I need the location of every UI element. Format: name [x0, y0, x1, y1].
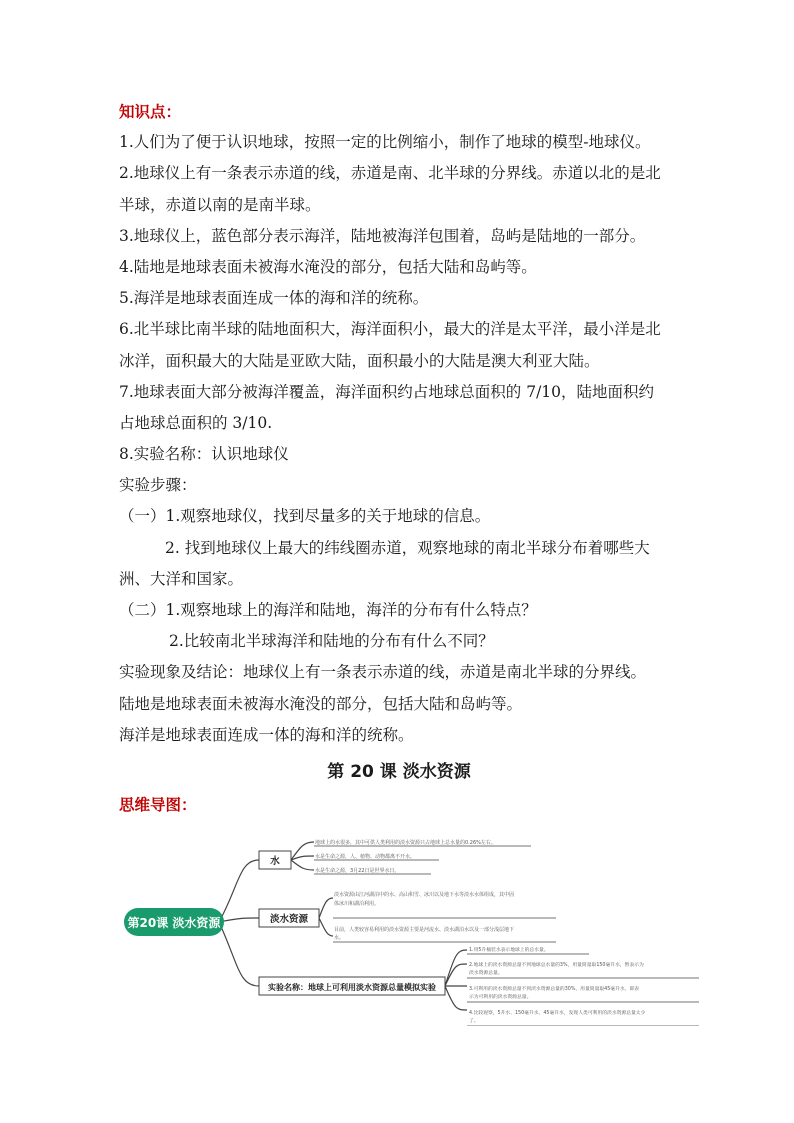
mindmap-leaf: 了。: [469, 1019, 479, 1024]
mindmap-branch-label: 水: [270, 856, 280, 867]
experiment-step: 洲、大洋和国家。: [119, 569, 244, 588]
mindmap-leaf: 水。: [334, 935, 345, 941]
knowledge-line: 冰洋，面积最大的大陆是亚欧大陆，面积最小的大陆是澳大利亚大陆。: [119, 351, 600, 370]
knowledge-heading: 知识点：: [119, 102, 182, 121]
experiment-conclusion: 陆地是地球表面未被海水淹没的部分，包括大陆和岛屿等。: [119, 694, 523, 713]
knowledge-line: 5.海洋是地球表面连成一体的海和洋的统称。: [119, 289, 429, 308]
knowledge-line: 7.地球表面大部分被海洋覆盖，海洋面积约占地球总面积的 7/10，陆地面积约: [119, 382, 655, 401]
mindmap: [119, 826, 699, 1026]
mindmap-leaf: 目前，人类较容易利用的淡水资源主要是河流水、淡水湖泊水以及一部分浅层地下: [334, 927, 515, 933]
mindmap-leaf: 地球上的水很多，其中可供人类利用的淡水资源只占地球上总水量的0.26%左右。: [315, 840, 496, 846]
knowledge-line: 占地球总面积的 3/10.: [119, 413, 273, 432]
knowledge-line: 1.人们为了便于认识地球，按照一定的比例缩小，制作了地球的模型-地球仪。: [119, 133, 651, 152]
mindmap-heading: 思维导图：: [119, 794, 197, 814]
knowledge-line: 6.北半球比南半球的陆地面积大，海洋面积小，最大的洋是太平洋，最小洋是北: [119, 320, 661, 339]
knowledge-line: 8.实验名称：认识地球仪: [119, 445, 289, 464]
mindmap-leaves-freshwater: [334, 891, 514, 941]
mindmap-leaf: 水是生命之源，人、植物、动物都离不开水。: [315, 854, 416, 860]
experiment-conclusion: 海洋是地球表面连成一体的海和洋的统称。: [119, 725, 414, 744]
experiment-step: （一）1.观察地球仪，找到尽量多的关于地球的信息。: [119, 507, 491, 526]
mindmap-leaf: 3.可利用的淡水资源总量不到淡水资源总量的30%，用量筒量取45毫升水，即表: [469, 987, 640, 992]
experiment-step: 2.比较南北半球海洋和陆地的分布有什么不同？: [169, 632, 494, 651]
mindmap-leaves-experiment: [469, 946, 646, 1024]
lesson-title: 第 20 课 淡水资源: [327, 761, 471, 782]
knowledge-line: 4.陆地是地球表面未被海水淹没的部分，包括大陆和岛屿等。: [119, 257, 537, 276]
mindmap-branch-freshwater: [259, 909, 319, 927]
mindmap-branch-water: [259, 851, 291, 869]
mindmap-leaf: 水是生命之源，3月22日是世界水日。: [315, 868, 400, 874]
mindmap-root-label: 第20课 淡水资源: [127, 916, 221, 930]
knowledge-line: 半球，赤道以南的是南半球。: [119, 195, 321, 214]
mindmap-leaf: 1.用5升桶装水表示地球上的总水量。: [469, 948, 549, 953]
experiment-step: （二）1.观察地球上的海洋和陆地，海洋的分布有什么特点？: [119, 601, 537, 619]
mindmap-leaf: 4.比较观察，5升水、150毫升水、45毫升水，发现人类可利用的淡水资源总量太少: [469, 1011, 646, 1016]
mindmap-branch-experiment: [259, 977, 445, 995]
mindmap-leaf: 2.地球上的淡水资源总量不到地球总水量的3%，用量筒量取150毫升水，暂表示为: [469, 963, 644, 968]
experiment-step: 2. 找到地球仪上最大的纬线圈赤道，观察地球的南北半球分布着哪些大: [165, 538, 650, 557]
mindmap-leaf: 体冰川和湖泊利用。: [334, 901, 380, 907]
mindmap-leaves-water: [315, 839, 496, 874]
mindmap-branch-label: 实验名称：地球上可利用淡水资源总量模拟实验: [268, 983, 436, 992]
mindmap-leaf: 淡水资源总量。: [469, 971, 503, 976]
experiment-conclusion: 实验现象及结论：地球仪上有一条表示赤道的线，赤道是南北半球的分界线。: [119, 663, 647, 682]
mindmap-root: [124, 908, 224, 936]
knowledge-line: 2.地球仪上有一条表示赤道的线，赤道是南、北半球的分界线。赤道以北的是北: [119, 164, 661, 183]
experiment-steps-label: 实验步骤：: [119, 476, 197, 495]
document-body: [119, 96, 679, 820]
mindmap-branch-label: 淡水资源: [269, 914, 309, 925]
mindmap-leaf: 示为可利用的淡水资源总量。: [469, 995, 532, 1000]
mindmap-leaf: 淡水资源由江河湖泊中的水、高山积雪、冰川以及地下水等淡水水体组成，其中固: [334, 892, 515, 898]
knowledge-line: 3.地球仪上，蓝色部分表示海洋，陆地被海洋包围着，岛屿是陆地的一部分。: [119, 226, 646, 245]
